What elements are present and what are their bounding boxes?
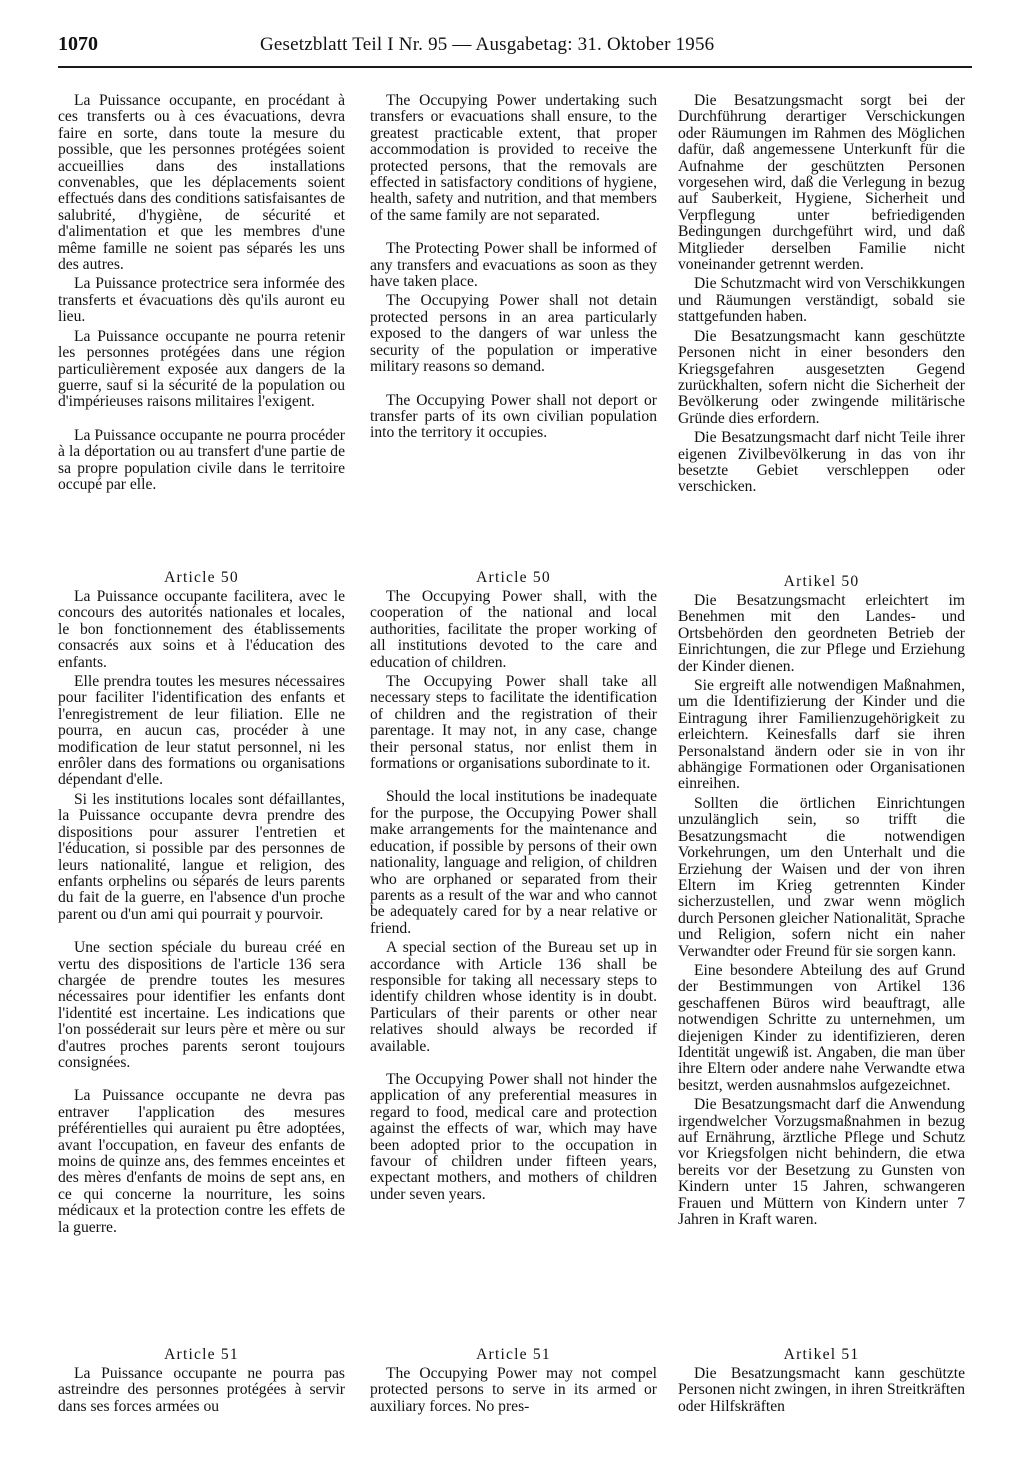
paragraph: Sollten die örtlichen Einrichtungen unzulänglich sein, so trifft die Besatzungsmacht die notwendigen Vorkehrungen, um den Unterhalt und die Erziehung der Waisen und der von ihren Eltern im Krieg getrennten Kinder sicherzustellen, und zwar wenn möglich durch Personen gleicher Nationalität, Sprache und Religion, sofern nicht ein naher Verwandter oder Freund für sie sorgen kann. (678, 794, 965, 960)
paragraph: Die Besatzungsmacht kann geschützte Personen nicht in einer besonders den Kriegsgefahren ausgesetzten Gegend zurückhalten, sofern nicht die Sicherheit der Bevölkerung oder zwingende militärische Gründe dies erfordern. (678, 327, 965, 427)
gazette-title: Gesetzblatt Teil I Nr. 95 — Ausgabetag: 31. Oktober 1956 (260, 34, 715, 55)
paragraph: Une section spéciale du bureau créé en vertu des dispositions de l'article 136 sera chargée de prendre toutes les mesures nécessaires pour identifier les enfants dont l'identité est incertaine. Les indications que l'on posséderait sur leurs père et mère ou sur d'autres proches parents seront toujours consignées. (58, 939, 345, 1071)
paragraph: La Puissance occupante facilitera, avec le concours des autorités nationales et locales, le bon fonctionnement des établissements consacrés aux soins et à l'éducation des enfants. (58, 588, 345, 671)
paragraph: The Occupying Power shall take all necessary steps to facilitate the identification of children and the registration of their parentage. It may not, in any case, change their personal status, nor enlist them in formations or organisations subordinate to it. (370, 673, 657, 773)
article-heading: Article 50 (476, 569, 551, 586)
german-top-section (678, 93, 965, 496)
paragraph: Die Besatzungsmacht erleichtert im Benehmen mit den Landes- und Ortsbehörden den geordneten Betrieb der Einrichtungen, die zur Pflege und Erziehung der Kinder dienen. (678, 592, 965, 675)
english-article-50 (370, 569, 657, 1203)
article-heading: Artikel 50 (783, 573, 860, 590)
paragraph: La Puissance protectrice sera informée des transferts et évacuations dès qu'ils auront eu lieu. (58, 275, 345, 326)
paragraph: The Occupying Power may not compel protected persons to serve in its armed or auxiliary forces. No pres- (370, 1365, 657, 1415)
german-article-50 (678, 573, 965, 1228)
page-number: 1070 (58, 33, 98, 55)
paragraph: Sie ergreift alle notwendigen Maßnahmen, um die Identifizierung der Kinder und die Eintragung ihrer Familienzugehörigkeit zu erleichtern. Keinesfalls darf sie ihren Personalstand ändern oder sie in von ihr abhängige Formationen oder Organisationen einreihen. (678, 677, 965, 793)
paragraph: Die Besatzungsmacht darf nicht Teile ihrer eigenen Zivilbevölkerung in das von ihr besetzte Gebiet verschleppen oder verschicken. (678, 429, 965, 496)
paragraph: La Puissance occupante ne devra pas entraver l'application des mesures préférentielles qui auraient pu être adoptées, avant l'occupation, en faveur des enfants de moins de quinze ans, des femmes enceintes et des mères d'enfants de moins de sept ans, en ce qui concerne la nourriture, les soins médicaux et la protection contre les effets de la guerre. (58, 1087, 345, 1236)
english-article-51 (370, 1346, 657, 1415)
paragraph: The Occupying Power shall not deport or transfer parts of its own civilian population into the territory it occupies. (370, 391, 657, 442)
paragraph: Si les institutions locales sont défaillantes, la Puissance occupante devra prendre des dispositions pour assurer l'entretien et l'éducation, si possible par des personnes de leurs nationalité, langue et religion, des enfants orphelins ou séparés de leurs parents du fait de la guerre, en l'absence d'un proche parent ou d'un ami qui pourrait y pourvoir. (58, 790, 345, 923)
paragraph: Eine besondere Abteilung des auf Grund der Bestimmungen von Artikel 136 geschaffenen Büros wird beauftragt, alle notwendigen Schritte zu unternehmen, um diejenigen Kinder zu identifizieren, deren Identität ungewiß ist. Angaben, die man über ihre Eltern oder andere nahe Verwandte etwa besitzt, werden ausnahmslos aufgezeichnet. (678, 961, 965, 1094)
paragraph: The Occupying Power shall not hinder the application of any preferential measures in regard to food, medical care and protection against the effects of war, which may have been adopted prior to the occupation in favour of children under fifteen years, expectant mothers, and mothers of children under seven years. (370, 1070, 657, 1203)
paragraph: La Puissance occupante ne pourra pas astreindre des personnes protégées à servir dans ses forces armées ou (58, 1365, 345, 1415)
paragraph: Elle prendra toutes les mesures nécessaires pour faciliter l'identification des enfants et l'enregistrement de leur filiation. Elle ne pourra, en aucun cas, procéder à une modification de leur statut personnel, ni les enrôler dans des formations ou organisations dépendant d'elle. (58, 673, 345, 789)
french-article-50 (58, 569, 345, 1236)
paragraph: La Puissance occupante, en procédant à ces transferts ou à ces évacuations, devra faire en sorte, dans toute la mesure du possible, que les personnes protégées soient accueillies dans des installations convenables, que les déplacements soient effectués dans des conditions satisfaisantes de salubrité, d'hygiène, de sécurité et d'alimentation et que les membres d'une même famille ne soient pas séparés les uns des autres. (58, 92, 345, 274)
paragraph: The Protecting Power shall be informed of any transfers and evacuations as soon as they have taken place. (370, 240, 657, 291)
french-top-section (58, 93, 345, 493)
paragraph: Die Besatzungsmacht sorgt bei der Durchführung derartiger Verschickungen oder Räumungen im Rahmen des Möglichen dafür, daß angemessene Unterkunft für die Aufnahme der geschützten Personen vorgesehen wird, daß die Verlegung in bezug auf Sauberkeit, Hygiene, Sicherheit und Verpflegung unter befriedigenden Bedingungen durchgeführt wird, und daß Mitglieder derselben Familie nicht voneinander getrennt werden. (678, 92, 965, 274)
header-rule (58, 66, 972, 68)
paragraph: Die Schutzmacht wird von Verschikkungen und Räumungen verständigt, sobald sie stattgefunden haben. (678, 275, 965, 326)
paragraph: The Occupying Power shall, with the cooperation of the national and local authorities, facilitate the proper working of all institutions devoted to the care and education of children. (370, 588, 657, 671)
german-article-51 (678, 1346, 965, 1415)
paragraph: The Occupying Power shall not detain protected persons in an area particularly exposed to the dangers of war unless the security of the population or imperative military reasons so demand. (370, 292, 657, 376)
article-heading: Article 51 (476, 1346, 551, 1363)
article-heading: Article 51 (164, 1346, 239, 1363)
article-heading: Article 50 (164, 569, 239, 586)
paragraph: The Occupying Power undertaking such transfers or evacuations shall ensure, to the greatest practicable extent, that proper accommodation is provided to receive the protected persons, that the removals are effected in satisfactory conditions of hygiene, health, safety and nutrition, and that members of the same family are not separated. (370, 92, 657, 224)
paragraph: La Puissance occupante ne pourra procéder à la déportation ou au transfert d'une partie de sa propre population civile dans le territoire occupé par elle. (58, 426, 345, 493)
english-top-section (370, 93, 657, 442)
paragraph: Die Besatzungsmacht darf die Anwendung irgendwelcher Vorzugsmaßnahmen in bezug auf Ernährung, ärztliche Pflege und Schutz vor Kriegsfolgen nicht behindern, die etwa bereits vor der Besetzung zu Gunsten von Kindern unter 15 Jahren, schwangeren Frauen und Müttern von Kindern unter 7 Jahren in Kraft waren. (678, 1096, 965, 1229)
french-article-51 (58, 1346, 345, 1415)
paragraph: A special section of the Bureau set up in accordance with Article 136 shall be responsible for taking all necessary steps to identify children whose identity is in doubt. Particulars of their parents or other near relatives should always be recorded if available. (370, 939, 657, 1055)
paragraph: Should the local institutions be inadequate for the purpose, the Occupying Power shall make arrangements for the maintenance and education, if possible by persons of their own nationality, language and religion, of children who are orphaned or separated from their parents as a result of the war and who cannot be adequately cared for by a near relative or friend. (370, 788, 657, 937)
article-heading: Artikel 51 (783, 1346, 860, 1363)
paragraph: Die Besatzungsmacht kann geschützte Personen nicht zwingen, in ihren Streitkräften oder Hilfskräften (678, 1365, 965, 1415)
page-header (58, 33, 972, 57)
paragraph: La Puissance occupante ne pourra retenir les personnes protégées dans une région particulièrement exposée aux dangers de la guerre, sauf si la sécurité de la population ou d'impérieuses raisons militaires l'exigent. (58, 327, 345, 411)
